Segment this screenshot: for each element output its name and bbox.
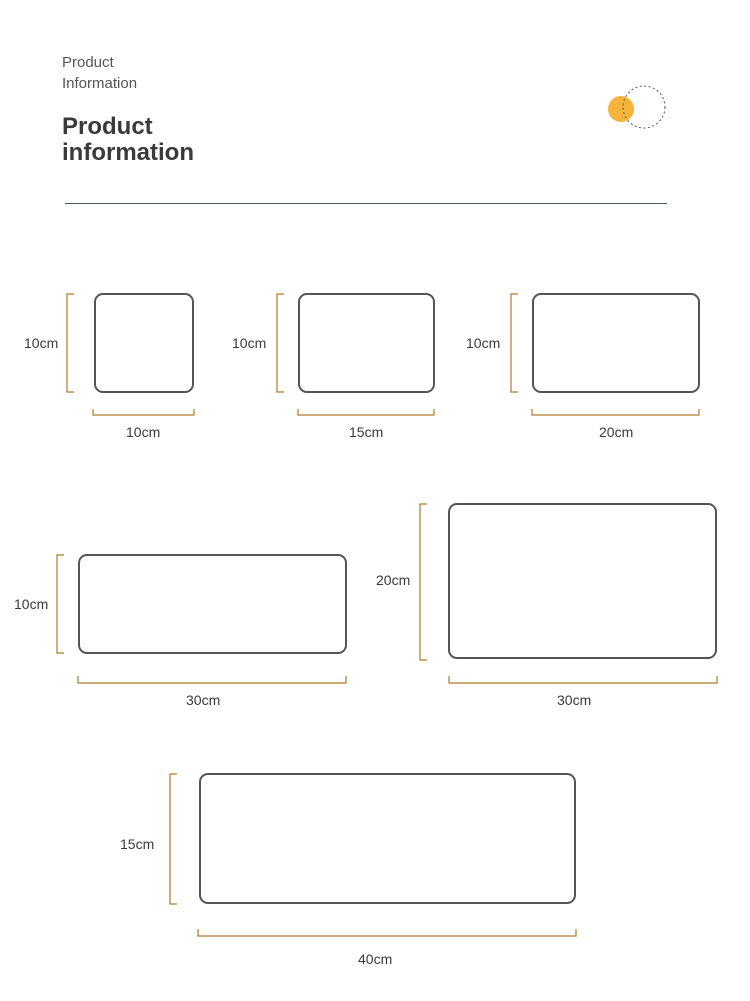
size-box-6: [199, 773, 576, 904]
size-box-2: [298, 293, 435, 393]
width-bracket-5: [449, 676, 717, 683]
size-box-4: [78, 554, 347, 654]
height-bracket-5: [420, 504, 427, 660]
width-label-6: 40cm: [358, 951, 393, 967]
height-label-6: 15cm: [120, 836, 155, 852]
height-label-1: 10cm: [24, 335, 59, 351]
width-label-4: 30cm: [186, 692, 221, 708]
width-bracket-4: [78, 676, 346, 683]
width-label-1: 10cm: [126, 424, 161, 440]
title-line-1: Product: [62, 113, 153, 140]
height-bracket-4: [57, 555, 64, 653]
height-label-2: 10cm: [232, 335, 267, 351]
width-label-2: 15cm: [349, 424, 384, 440]
height-bracket-1: [67, 294, 74, 392]
height-label-4: 10cm: [14, 596, 49, 612]
width-bracket-1: [93, 409, 194, 415]
width-bracket-2: [298, 409, 434, 415]
height-label-5: 20cm: [376, 572, 411, 588]
title-line-2: information: [62, 139, 194, 166]
width-label-3: 20cm: [599, 424, 634, 440]
size-box-3: [532, 293, 700, 393]
height-bracket-6: [170, 774, 177, 904]
subtitle-line-1: Product: [62, 54, 114, 71]
height-bracket-3: [511, 294, 518, 392]
height-label-3: 10cm: [466, 335, 501, 351]
width-bracket-6: [198, 929, 576, 936]
subtitle-line-2: Information: [62, 75, 138, 92]
height-bracket-2: [277, 294, 284, 392]
width-bracket-3: [532, 409, 699, 415]
width-label-5: 30cm: [557, 692, 592, 708]
size-box-5: [448, 503, 717, 659]
size-box-1: [94, 293, 194, 393]
